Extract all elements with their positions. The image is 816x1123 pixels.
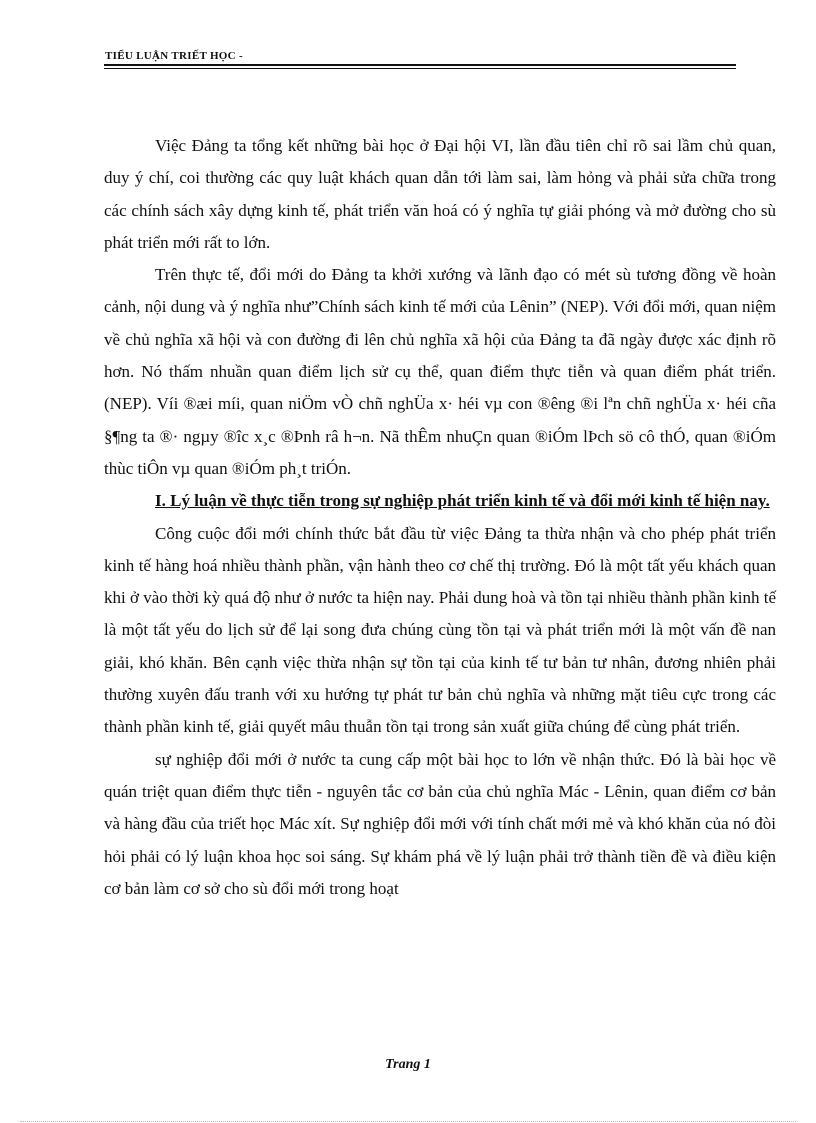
section-heading: I. Lý luận về thực tiễn trong sự nghiệp phát triển kinh tế và đổi mới kinh tế hiện nay. [155,491,770,511]
paragraph: sự nghiệp đổi mới ở nước ta cung cấp một bài học to lớn về nhận thức. Đó là bài học về quán triệt quan điểm thực tiễn - nguyên tắc cơ bản của chủ nghĩa Mác - Lênin, quan điểm cơ bản và hàng đầu của triết học Mác xít. Sự nghiệp đổi mới với tính chất mới mẻ và khó khăn của nó đòi hỏi phải có lý luận khoa học soi sáng. Sự khám phá về lý luận phải trở thành tiền đề và điều kiện cơ bản làm cơ sở cho sù đổi mới trong hoạt [104,749,776,898]
paragraph: Trên thực tế, đổi mới do Đảng ta khởi xướng và lãnh đạo có mét sù tương đồng về hoàn cảnh, nội dung và ý nghĩa như”Chính sách kinh tế mới của Lênin” (NEP). Với đổi mới, quan niệm về chủ nghĩa xã hội và con đường đi lên chủ nghĩa xã hội của Đảng ta đã ngày được xác định rõ hơn. Nó thấm nhuần quan điểm lịch sử cụ thể, quan điểm thực tiễn và quan điểm phát triển. (NEP). Víi ®æi míi, quan niÖm vÒ chñ nghÜa x· héi vµ con ®êng ®i lªn chñ nghÜa x· héi cña §¶ng ta ®· ngµy ®îc x¸c ®Þnh râ h¬n. Nã thÊm nhuÇn quan ®iÓm lÞch sö cô thÓ, quan ®iÓm thùc tiÔn vµ quan ®iÓm ph¸t triÓn. [104,265,776,478]
header-rule-thin [104,68,736,69]
header-rule [104,64,736,66]
page-border-dots [20,1121,796,1122]
running-header: TIỂU LUẬN TRIẾT HỌC - [105,50,243,62]
paragraph: Công cuộc đổi mới chính thức bắt đầu từ việc Đảng ta thừa nhận và cho phép phát triển kinh tế hàng hoá nhiều thành phần, vận hành theo cơ chế thị trường. Đó là một tất yếu khách quan khi ở vào thời kỳ quá độ như ở nước ta hiện nay. Phải dung hoà và tồn tại nhiều thành phần kinh tế là một tất yếu do lịch sử để lại song đưa chúng cùng tồn tại và phát triển mới là một vấn đề nan giải, khó khăn. Bên cạnh việc thừa nhận sự tồn tại của kinh tế tư bản tư nhân, đương nhiên phải thường xuyên đấu tranh với xu hướng tự phát tư bản chủ nghĩa và những mặt tiêu cực trong các thành phần kinh tế, giải quyết mâu thuẫn tồn tại trong sản xuất giữa chúng để cùng phát triển. [104,523,776,737]
page-number: Trang 1 [385,1057,431,1072]
paragraph: Việc Đảng ta tổng kết những bài học ở Đại hội VI, lần đầu tiên chỉ rõ sai lầm chủ quan, duy ý chí, coi thường các quy luật khách quan dẫn tới làm sai, làm hỏng và phải sửa chữa trong các chính sách xây dựng kinh tế, phát triển văn hoá có ý nghĩa tự giải phóng và mở đường cho sù phát triển mới rất to lớn. [104,136,776,252]
page-body [104,130,776,905]
